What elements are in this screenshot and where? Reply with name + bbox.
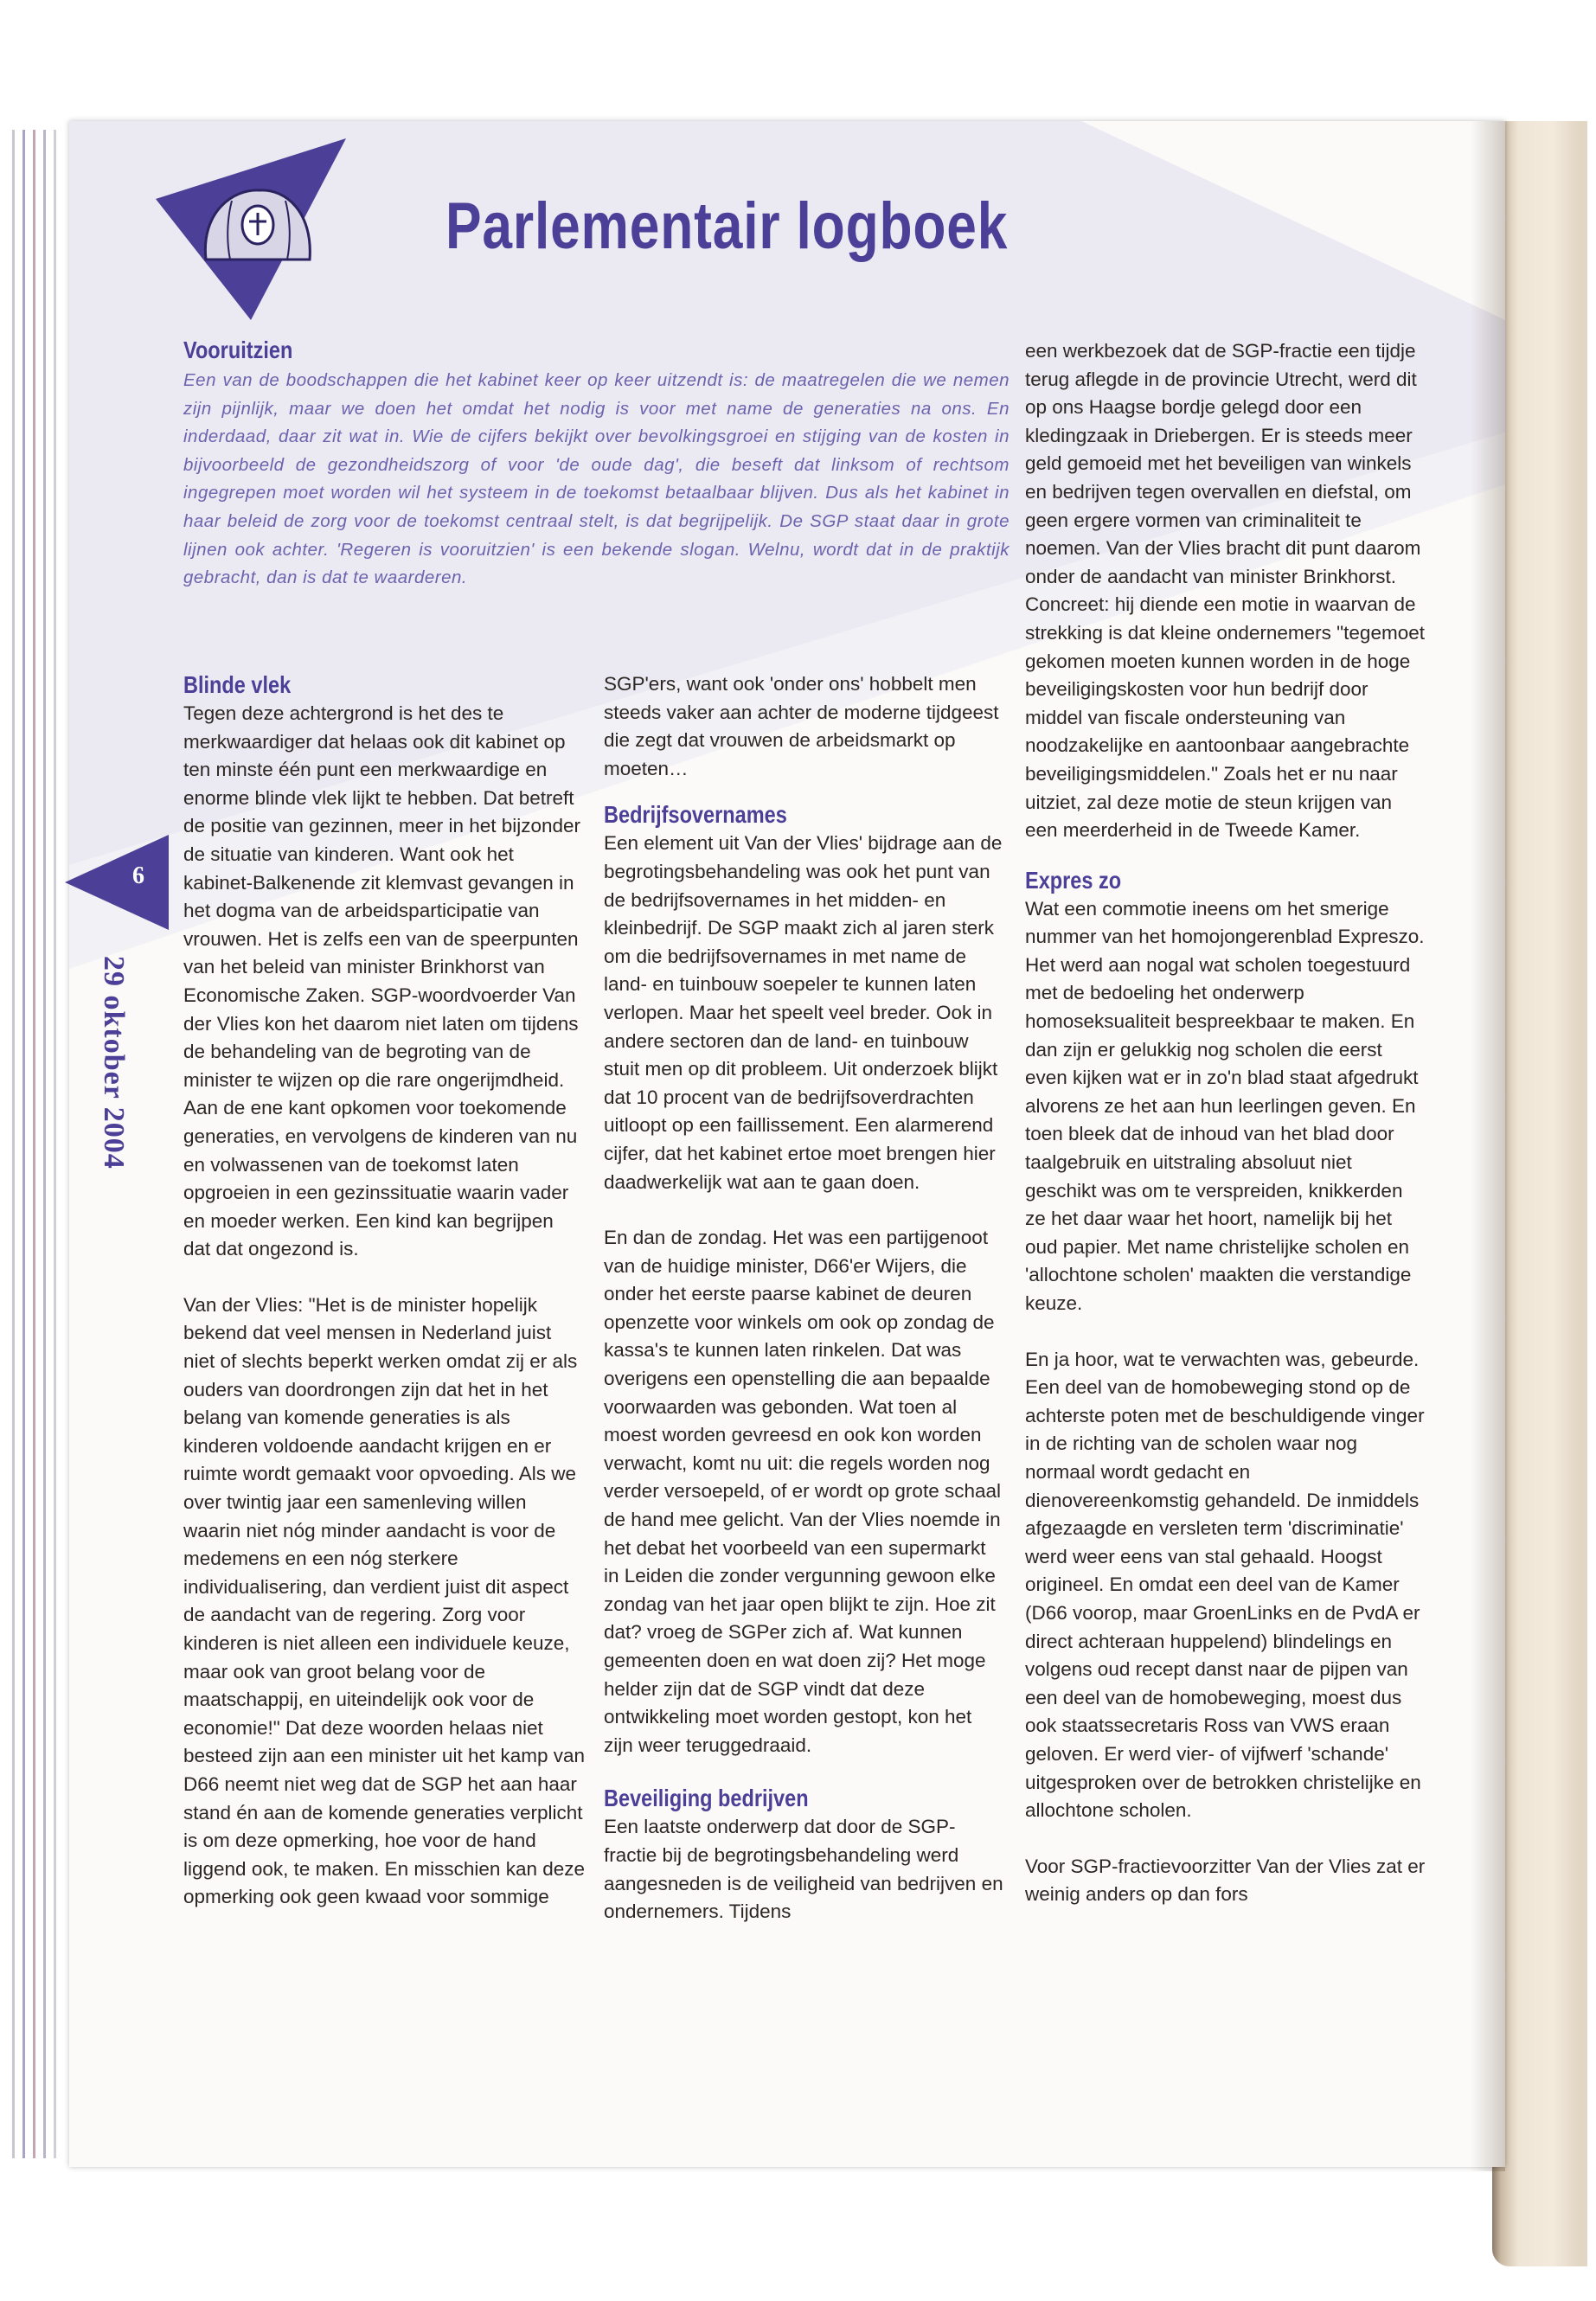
intro-section xyxy=(183,336,1010,593)
expres-zo-paragraph-3: Voor SGP-fractievoorzitter Van der Vlies zat er weinig anders op dan fors xyxy=(1025,1855,1426,1906)
blinde-vlek-paragraph-1: Tegen deze achtergrond is het des te merkwaardiger dat helaas ook dit kabinet op ten minste één punt een merkwaardige en enorme blinde vlek lijkt te hebben. Dat betreft de positie van gezinnen, meer in het bijzonder de situatie van kinderen. Want ook het kabinet-Balkenende zit klemvast gevangen in het dogma van de arbeidsparticipatie van vrouwen. Het is zelfs een van de speerpunten van het beleid van minister Brinkhorst van Economische Zaken. SGP-woordvoerder Van der Vlies kon het daarom niet laten om tijdens de behandeling van de begroting van de minister te wijzen op die rare ongerijmdheid. Aan de ene kant opkomen voor toekomende generaties, en vervolgens de kinderen van nu en volwassenen van de toekomst laten opgroeien in een gezinssituatie waarin vader en moeder werken. Een kind kan begrijpen dat dat ongezond is. xyxy=(183,702,581,1260)
page-number: 6 xyxy=(132,862,144,889)
bedrijfsovernames-paragraph-2: En dan de zondag. Het was een partijgenoot van de huidige minister, D66'er Wijers, die onder het eerste paarse kabinet de deuren openzette voor winkels om ook op zondag de kassa's te kunnen laten rinkelen. Dat was overigens een openstelling die aan bepaalde voorwaarden was gebonden. Wat toen al moest worden gevreesd en ook kon worden verwacht, komt nu uit: die regels worden nog verder versoepeld, of er wordt op grote schaal de hand mee gelicht. Van der Vlies noemde in het debat het voorbeeld van een supermarkt in Leiden die zonder vergunning gewoon elke zondag van het jaar open blijkt te zijn. Hoe zit dat? vroeg de SGPer zich af. Wat kunnen gemeenten doen en wat doen zij? Het moge helder zijn dat de SGP vindt dat deze ontwikkeling moet worden gestopt, kon het zijn weer teruggedraaid. xyxy=(604,1227,1001,1756)
page-title: Parlementair logboek xyxy=(445,189,1009,263)
bedrijfsovernames-heading: Bedrijfsovernames xyxy=(604,801,787,829)
column-3 xyxy=(1025,337,1427,1909)
page-edges xyxy=(10,130,71,2158)
column-1 xyxy=(183,670,586,1912)
intro-heading: Vooruitzien xyxy=(183,336,293,363)
expres-zo-paragraph-1: Wat een commotie ineens om het smerige nummer van het homojongerenblad Expreszo. Het werd aan nogal wat scholen toegestuurd met de bedoeling het onderwerp homoseksualiteit bespreekbaar te maken. En dan zijn er gelukkig nog scholen die eerst even kijken wat er in zo'n blad staat afgedrukt alvorens ze het aan hun leerlingen geven. En toen bleek dat de inhoud van het blad door taalgebruik en uitstraling absoluut niet geschikt was om te verspreiden, knikkerden ze het daar waar het hoort, namelijk bij het oud papier. Met name christelijke scholen en 'allochtone scholen' maakten die verstandige keuze. xyxy=(1025,897,1425,1314)
expres-zo-heading: Expres zo xyxy=(1025,866,1122,894)
beveiliging-bedrijven-heading: Beveiliging bedrijven xyxy=(604,1785,809,1812)
blinde-vlek-paragraph-2: Van der Vlies: "Het is de minister hopelijk bekend dat veel mensen in Nederland juist niet of slechts beperkt werken omdat zij er als ouders van doordrongen zijn dat het in het belang van komende generaties is als kinderen voldoende aandacht krijgen en er ruimte wordt gemaakt voor opvoeding. Als we over twintig jaar een samenleving willen waarin niet nóg minder aandacht is voor de medemens en een nóg sterkere individualisering, dan verdient juist dit aspect de aandacht van de regering. Zorg voor kinderen is niet alleen een individuele keuze, maar ook van groot belang voor de maatschappij, en uiteindelijk ook voor de economie!" Dat deze woorden helaas niet besteed zijn aan een minister uit het kamp van D66 neemt niet weg dat de SGP het aan haar stand én aan de komende generaties verplicht is om deze opmerking, hoe voor de hand liggend ook, te maken. En misschien kan deze opmerking ook geen kwaad voor sommige xyxy=(183,1293,586,1908)
column-2-continuation: SGP'ers, want ook 'onder ons' hobbelt men steeds vaker aan achter de moderne tijdgeest die zegt dat vrouwen de arbeidsmarkt op moeten… xyxy=(604,673,999,779)
column-2 xyxy=(604,670,1006,1926)
facing-page xyxy=(1492,121,1587,2266)
intro-text: Een van de boodschappen die het kabinet keer op keer uitzendt is: de maatregelen die we nemen zijn pijnlijk, maar we doen het omdat het nodig is voor met name de generaties na ons. En inderdaad, daar zit wat in. Wie de cijfers bekijkt over bevolkingsgroei en stijging van de kosten in bijvoorbeeld de gezondheidszorg of voor 'de oude dag', die beseft dat linksom of rechtsom ingegrepen moet worden wil het systeem in de toekomst betaalbaar blijven. Dus als het kabinet in haar beleid de zorg voor de toekomst centraal stelt, is dat begrijpelijk. De SGP staat daar in grote lijnen ook achter. 'Regeren is vooruitzien' is een bekende slogan. Welnu, wordt dat in de praktijk gebracht, dan is dat te waarderen. xyxy=(183,370,1010,588)
issue-date: 29 oktober 2004 xyxy=(98,956,130,1170)
expres-zo-paragraph-2: En ja hoor, wat te verwachten was, gebeurde. Een deel van de homobeweging stond op de achterste poten met de beschuldigende vinger in de richting van de scholen waar nog normaal wordt gedacht en dienovereenkomstig gehandeld. De inmiddels afgezaagde en versleten term 'discriminatie' werd weer eens van stal gehaald. Hoogst origineel. En omdat een deel van de Kamer (D66 voorop, maar GroenLinks en de PvdA er direct achteraan huppelend) blindelings en volgens oud recept danst naar de pijpen van een deel van de homobeweging, moest dus ook staatssecretaris Ross van VWS eraan geloven. Er werd vier- of vijfwerf 'schande' uitgesproken over de betrokken christelijke en allochtone scholen. xyxy=(1025,1348,1425,1822)
parliament-hat-crest-icon xyxy=(156,138,363,324)
bedrijfsovernames-paragraph-1: Een element uit Van der Vlies' bijdrage aan de begrotingsbehandeling was ook het punt van de bedrijfsovernames in het midden- en kleinbedrijf. De SGP maakt zich al jaren sterk om die bedrijfsovernames in met name de land- en tuinbouw soepeler te kunnen laten verlopen. Maar het speelt veel breder. Ook in andere sectoren dan de land- en tuinbouw stuit men op dit probleem. Uit onderzoek blijkt dat 10 procent van de bedrijfsoverdrachten uitloopt op een faillissement. Een alarmerend cijfer, dat het kabinet ertoe moet brengen hier daadwerkelijk wat aan te gaan doen. xyxy=(604,832,1003,1193)
beveiliging-continuation: een werkbezoek dat de SGP-fractie een tijdje terug aflegde in de provincie Utrecht, werd dit op ons Haagse bordje gelegd door een kledingzaak in Driebergen. Er is steeds meer geld gemoeid met het beveiligen van winkels en bedrijven tegen overvallen en diefstal, om geen ergere vormen van criminaliteit te noemen. Van der Vlies bracht dit punt daarom onder de aandacht van minister Brinkhorst. Concreet: hij diende een motie in waarvan de strekking is dat kleine ondernemers "tegemoet gekomen moeten kunnen worden in de hoge beveiligingskosten voor hun bedrijf door middel van fiscale ondersteuning van noodzakelijke en aantoonbaar aangebrachte beveiligingsmiddelen." Zoals het er nu naar uitziet, zal deze motie de steun krijgen van een meerderheid in de Tweede Kamer. xyxy=(1025,340,1425,842)
blinde-vlek-heading: Blinde vlek xyxy=(183,671,292,698)
binding-shadow xyxy=(1471,121,1505,2171)
beveiliging-paragraph: Een laatste onderwerp dat door de SGP-fractie bij de begrotingsbehandeling werd aangesneden is de veiligheid van bedrijven en ondernemers. Tijdens xyxy=(604,1816,1003,1923)
